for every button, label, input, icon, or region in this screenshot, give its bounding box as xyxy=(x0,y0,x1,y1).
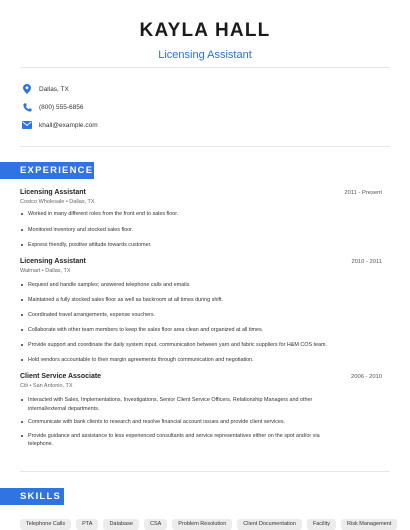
bullet-item: Provide guidance and assistance to less experienced consultants and service representatives either on the spot and/or via telephone. xyxy=(20,432,342,449)
skill-chip: Telephone Calls xyxy=(20,519,71,530)
phone-text: (800) 555-6856 xyxy=(39,103,84,111)
job-bullets xyxy=(20,281,365,365)
bullet-item: Collaborate with other team members to keep the sales floor area clean and organized at all times. xyxy=(20,326,365,335)
job-title: Licensing Assistant xyxy=(20,189,86,196)
divider xyxy=(20,146,390,147)
divider xyxy=(20,471,390,472)
bullet-item: Monitored inventory and stocked sales floor. xyxy=(20,226,365,235)
job-entry xyxy=(20,373,382,389)
job-dates: 2006 - 2010 xyxy=(351,374,382,380)
skill-chip: CSA xyxy=(144,519,167,530)
email-link[interactable]: khall@example.com xyxy=(39,121,98,129)
bullet-item: Communicate with bank clients to research and resolve financial account issues and provide client services. xyxy=(20,418,342,427)
divider xyxy=(20,67,390,68)
section-heading-experience: EXPERIENCE xyxy=(0,162,94,179)
job-title: Licensing Assistant xyxy=(20,258,86,265)
bullet-item: Provide support and coordinate the daily system input, communication between yarn and fabric suppliers for H&M COS team. xyxy=(20,341,365,350)
bullet-item: Coordinated travel arrangements, expense vouchers. xyxy=(20,311,365,320)
bullet-item: Hold vendors accountable to their margin agreements through communication and negotiation. xyxy=(20,356,365,365)
skills-list xyxy=(20,519,397,530)
candidate-name: KAYLA HALL xyxy=(139,20,271,41)
skill-chip: Facility xyxy=(307,519,336,530)
job-company: Walmart • Dallas, TX xyxy=(20,268,71,274)
location-text: Dallas, TX xyxy=(39,85,69,93)
skill-chip: Problem Resolution xyxy=(172,519,232,530)
resume-header xyxy=(0,20,410,61)
job-entry xyxy=(20,189,382,205)
skill-chip: Risk Management xyxy=(341,519,397,530)
job-dates: 2010 - 2011 xyxy=(351,259,382,265)
section-heading-skills: SKILLS xyxy=(0,488,64,505)
mail-icon xyxy=(22,120,32,130)
skill-chip: Client Documentation xyxy=(237,519,302,530)
job-entry xyxy=(20,258,382,274)
job-bullets xyxy=(20,396,342,449)
job-company: Costco Wholesale • Dallas, TX xyxy=(20,199,95,205)
job-company: Citi • San Antonio, TX xyxy=(20,383,73,389)
skill-chip: Database xyxy=(103,519,139,530)
contact-phone xyxy=(22,102,83,112)
bullet-item: Worked in many different roles from the front end to sales floor. xyxy=(20,210,365,219)
bullet-item: Request and handle samples; answered telephone calls and emails. xyxy=(20,281,365,290)
job-bullets xyxy=(20,210,365,250)
phone-icon xyxy=(22,102,32,112)
bullet-item: Maintained a fully stocked sales floor as well as backroom at all times during shift. xyxy=(20,296,365,305)
contact-location xyxy=(22,84,69,94)
bullet-item: Interacted with Sales, Implementations, Investigations, Senior Client Service Officers, Relationship Managers and other internal/external departments. xyxy=(20,396,342,413)
skill-chip: PTA xyxy=(76,519,98,530)
bullet-item: Express friendly, positive attitude towards customer. xyxy=(20,241,365,250)
map-pin-icon xyxy=(22,84,32,94)
candidate-role: Licensing Assistant xyxy=(158,49,252,61)
contact-email[interactable] xyxy=(22,120,98,130)
job-dates: 2011 - Present xyxy=(344,190,382,196)
job-title: Client Service Associate xyxy=(20,373,102,380)
